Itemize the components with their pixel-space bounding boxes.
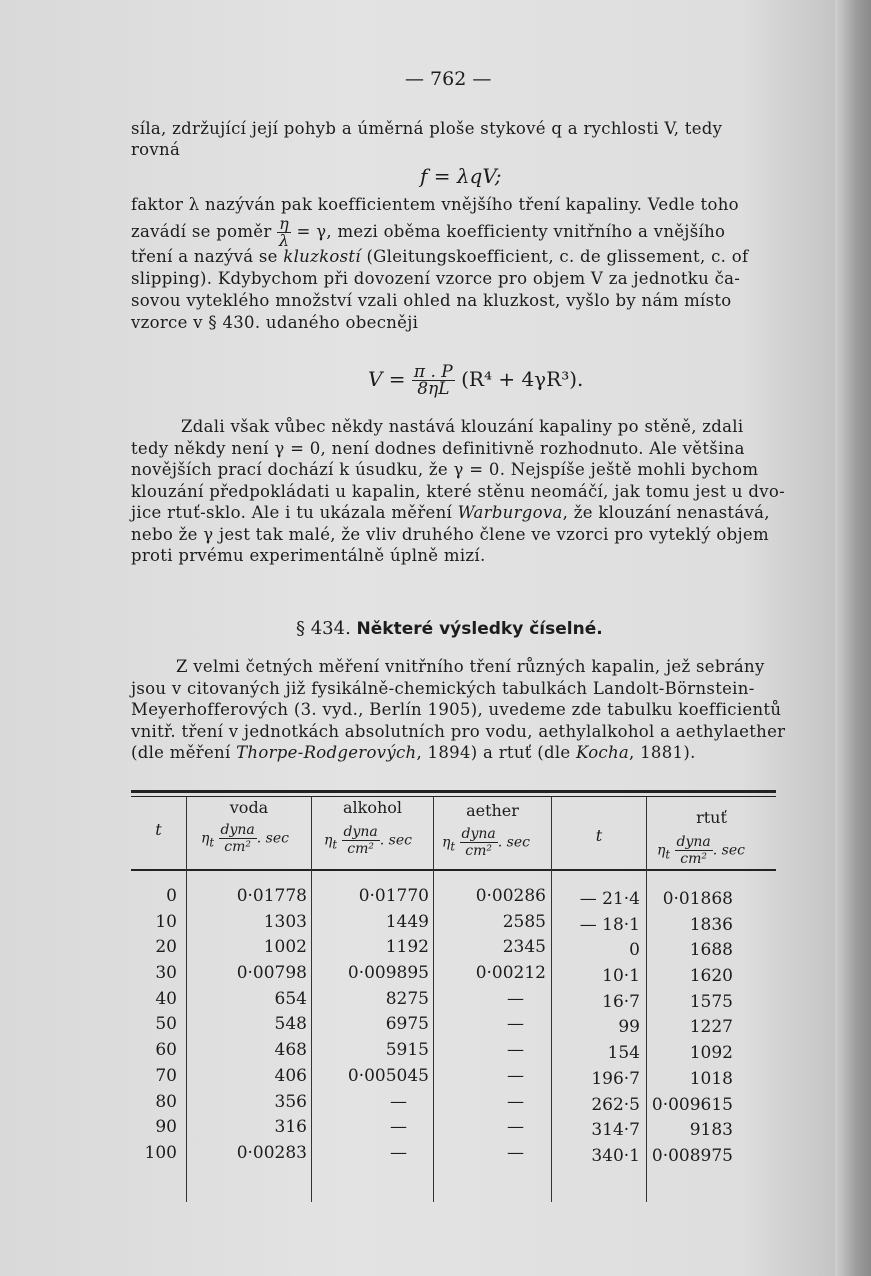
paragraph-3 <box>131 416 786 567</box>
table-cell: 314·7 <box>591 1120 640 1141</box>
table-top-rule <box>131 790 776 793</box>
table-cell: — 18·1 <box>579 914 640 935</box>
text-line: tedy někdy není γ = 0, není dodnes definitivně rozhodnuto. Ale většina <box>131 438 745 458</box>
text-fragment: (dle měření <box>131 743 231 762</box>
table-cell: 8275 <box>385 988 429 1009</box>
eta-subscript: t <box>209 835 215 850</box>
unit-formula <box>324 824 412 857</box>
table-cell: 1303 <box>263 911 307 932</box>
table-cell: 0·01770 <box>358 886 429 906</box>
paragraph-2 <box>131 194 786 334</box>
table-cell: 0·00798 <box>236 963 307 984</box>
text-line: jsou v citovaných již fysikálně-chemických tabulkách Landolt-Börnstein- <box>131 678 755 698</box>
unit-formula <box>657 834 745 867</box>
text-line: nebo že γ jest tak malé, že vliv druhého člene ve vzorci pro vyteklý objem <box>131 524 769 544</box>
table-cell: — <box>507 988 524 1009</box>
fraction-denominator: cm² <box>347 841 375 857</box>
unit-fraction <box>342 824 380 857</box>
unit-formula <box>442 826 530 859</box>
table-cell: 0·01868 <box>662 889 733 909</box>
eta-subscript: t <box>665 847 671 862</box>
text-line: Zdali však vůbec někdy nastává klouzání kapaliny po stěně, zdali <box>181 417 744 436</box>
table-cell: — <box>507 1065 524 1086</box>
emphasis-warburgova: Warburgova <box>457 503 563 522</box>
header-t: t <box>155 820 162 839</box>
table-cell: 6975 <box>385 1014 429 1035</box>
column-aether <box>434 884 546 1167</box>
equation-friction: f = λqV; <box>420 164 502 188</box>
eta-symbol: η <box>201 830 210 847</box>
eta-symbol: η <box>324 832 333 849</box>
fraction-denominator: cm² <box>465 843 493 859</box>
header-rtut: rtuť <box>696 808 727 827</box>
emphasis-kluzkosti: kluzkostí <box>283 247 361 266</box>
unit-tail: . sec <box>256 830 289 847</box>
table-cell: 154 <box>607 1043 640 1064</box>
text-line <box>131 502 786 524</box>
fraction-denominator: 8ηL <box>417 379 450 399</box>
unit-fraction <box>675 834 713 867</box>
fraction-numerator: dyna <box>220 822 255 838</box>
section-title: Některé výsledky číselné. <box>356 619 603 639</box>
eta-symbol: η <box>657 842 666 859</box>
table-cell: 99 <box>618 1017 640 1038</box>
emphasis-kocha: Kocha <box>576 743 630 762</box>
table-cell: — <box>390 1142 407 1163</box>
table-cell: 50 <box>155 1014 177 1035</box>
text-line <box>131 742 786 764</box>
fraction-numerator: η <box>279 214 289 233</box>
table-cell: 0·005045 <box>347 1065 429 1086</box>
table-cell: — <box>507 1091 524 1112</box>
table-cell: 0·01778 <box>236 886 307 906</box>
section-number: § 434. <box>296 618 351 639</box>
text-line-ratio <box>131 214 786 250</box>
text-line: síla, zdržující její pohyb a úměrná ploše stykové q a rychlosti V, tedy <box>131 119 723 138</box>
table-cell: 80 <box>155 1091 177 1112</box>
table-cell: 90 <box>155 1117 177 1138</box>
text-fragment: (Gleitungskoefficient, c. de glissement, c. of <box>366 247 749 266</box>
table-cell: 1836 <box>689 914 733 935</box>
table-cell: 1002 <box>263 937 307 958</box>
unit-tail: . sec <box>379 832 412 849</box>
text-fragment: jice rtuť-sklo. Ale i tu ukázala měření <box>131 503 453 522</box>
paragraph-4 <box>131 656 786 764</box>
table-cell: — <box>390 1117 407 1138</box>
section-heading <box>296 618 603 639</box>
table-header-rule <box>131 869 776 871</box>
fraction-numerator: dyna <box>676 834 711 850</box>
table-cell: 340·1 <box>591 1145 640 1166</box>
text-fragment: , 1881). <box>629 743 696 762</box>
emphasis-thorpe-rodgerovych: Thorpe-Rodgerových <box>236 743 417 762</box>
fraction-denominator: cm² <box>680 851 708 867</box>
table-cell: 468 <box>274 1040 307 1061</box>
fraction-denominator: cm² <box>224 839 252 855</box>
page-edge-shadow <box>835 0 871 1276</box>
table-cell: 9183 <box>689 1120 733 1141</box>
table-cell: 5915 <box>385 1040 429 1061</box>
text-line: vnitř. tření v jednotkách absolutních pro vodu, aethylalkohol a aethylaether <box>131 721 786 741</box>
column-t <box>131 884 177 1167</box>
table-cell: 1575 <box>689 991 733 1012</box>
table-cell: — <box>507 1142 524 1163</box>
fraction-numerator: dyna <box>461 826 496 842</box>
equation-volume <box>368 364 583 397</box>
table-cell: 1092 <box>689 1043 733 1064</box>
table-cell: 0·00286 <box>475 886 546 906</box>
table-cell: 1449 <box>385 911 429 932</box>
column-t2 <box>552 887 640 1170</box>
table-cell: 0·00212 <box>475 963 546 984</box>
table-cell: 10 <box>155 911 177 932</box>
table-cell: 16·7 <box>602 991 640 1012</box>
text-line: vzorce v § 430. udaného obecněji <box>131 313 419 332</box>
eq-lhs: V = <box>368 367 406 391</box>
text-line: klouzání předpokládati u kapalin, které stěnu neomáčí, jak tomu jest u dvo- <box>131 481 785 501</box>
unit-formula <box>201 822 289 855</box>
table-cell: 1227 <box>689 1017 733 1038</box>
table-cell: — <box>507 1014 524 1035</box>
column-voda <box>187 884 307 1167</box>
column-rtut <box>647 887 733 1170</box>
table-cell: 40 <box>155 988 177 1009</box>
table-cell: 2585 <box>502 911 546 932</box>
column-alkohol <box>312 884 429 1167</box>
table-cell: — <box>507 1117 524 1138</box>
table-cell: 100 <box>144 1142 177 1163</box>
table-cell: 262·5 <box>591 1094 640 1115</box>
unit-fraction <box>460 826 498 859</box>
unit-tail: . sec <box>712 842 745 859</box>
table-cell: — 21·4 <box>579 889 640 909</box>
header-voda: voda <box>229 798 269 817</box>
table-cell: 0·009895 <box>347 963 429 984</box>
table-cell: 1688 <box>689 940 733 961</box>
eq-fraction <box>412 364 455 397</box>
table-cell: 0 <box>629 940 640 961</box>
table-cell: 406 <box>274 1065 307 1086</box>
text-fragment: tření a nazývá se <box>131 247 278 266</box>
unit-fraction <box>219 822 257 855</box>
text-line <box>131 246 786 268</box>
table-cell: 60 <box>155 1040 177 1061</box>
table-cell: 0·00283 <box>236 1142 307 1163</box>
text-fragment: zavádí se poměr <box>131 222 272 241</box>
table-cell: 0 <box>166 886 177 906</box>
unit-tail: . sec <box>497 834 530 851</box>
fraction-denominator: λ <box>278 231 290 250</box>
table-cell: 10·1 <box>602 966 640 987</box>
table-cell: 2345 <box>502 937 546 958</box>
table-cell: 70 <box>155 1065 177 1086</box>
text-line: Z velmi četných měření vnitřního tření různých kapalin, jež sebrány <box>176 657 765 676</box>
text-line: faktor λ nazýván pak koefficientem vnějšího tření kapaliny. Vedle toho <box>131 195 739 214</box>
table-cell: 20 <box>155 937 177 958</box>
text-line: rovná <box>131 140 181 159</box>
viscosity-table <box>131 790 776 1210</box>
text-line: proti prvému experimentálně úplně mizí. <box>131 546 486 565</box>
table-cell: 30 <box>155 963 177 984</box>
paragraph-1 <box>131 118 786 160</box>
table-cell: 1192 <box>385 937 429 958</box>
table-cell: 0·009615 <box>651 1094 733 1115</box>
text-line: Meyerhofferových (3. vyd., Berlín 1905), uvedeme zde tabulku koefficientů <box>131 700 782 719</box>
table-cell: 0·008975 <box>651 1145 733 1166</box>
page-number: — 762 — <box>405 68 492 90</box>
header-aether: aether <box>466 801 519 820</box>
text-fragment: = γ, mezi oběma koefficienty vnitřního a vnějšího <box>296 222 726 241</box>
table-cell: 654 <box>274 988 307 1009</box>
fraction-numerator: dyna <box>343 824 378 840</box>
table-cell: 1620 <box>689 966 733 987</box>
table-top-rule-thin <box>131 796 776 797</box>
table-cell: 356 <box>274 1091 307 1112</box>
eq-rhs: (R⁴ + 4γR³). <box>461 367 584 391</box>
eta-subscript: t <box>450 839 456 854</box>
header-t2: t <box>595 826 603 845</box>
header-alkohol: alkohol <box>342 798 403 817</box>
text-line: sovou vyteklého množství vzali ohled na kluzkost, vyšlo by nám místo <box>131 291 732 310</box>
eta-symbol: η <box>442 834 451 851</box>
text-fragment: , že klouzání nenastává, <box>562 503 770 522</box>
table-cell: 316 <box>274 1117 307 1138</box>
table-cell: — <box>390 1091 407 1112</box>
table-cell: — <box>507 1040 524 1061</box>
fraction-numerator: π . P <box>413 362 453 382</box>
text-fragment: , 1894) a rtuť (dle <box>416 743 571 762</box>
text-line: novějších prací dochází k úsudku, že γ = 0. Nejspíše ještě mohli bychom <box>131 460 759 479</box>
table-cell: 1018 <box>689 1068 733 1089</box>
eta-subscript: t <box>332 837 338 852</box>
table-cell: 548 <box>274 1014 307 1035</box>
table-cell: 196·7 <box>591 1068 640 1089</box>
text-line: slipping). Kdybychom při dovození vzorce pro objem V za jednotku ča- <box>131 269 741 288</box>
ratio-fraction <box>277 216 291 249</box>
